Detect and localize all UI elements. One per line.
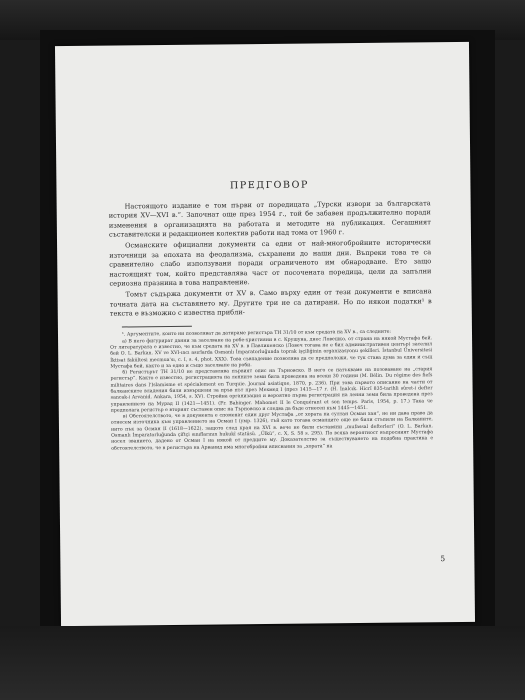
monitor-bezel-bottom <box>0 626 525 700</box>
footnote-1: ¹. Аргументите, които ни позволяват да датираме регистъра ТН 31/10 от към средата на XV в., са следните: <box>121 329 392 338</box>
footnote-1b: б) Регистърът ТН 31/10 не представлява първият опис на Търновско. В него се натъкваме на позоваване на „стария регистър“. Както е известно, регистрацията на ленните земи била проведена на всеки 30 години (M. Bélin. Du régime des fiefs militaires dans l'Islamisme et spécialement en Turquie. Journal asiatique, 1870, p. 236). При това първото описание на части от балканските владения били извършени за пръв път през Мехмед I (през 1415—17 г. (H. İnalcık. Hicrî 835-tarihli sûret-i defter sancak-i Arvanid. Ankara, 1954, s. XV). Стройна организация и вероятно първа регистрация на ленни земи била проведена през управлението на Мурад II (1421—1451). (Fr. Babinger. Mahomet II le Conquérant et son temps. Paris, 1954, p. 17.) Така че предполага регистър е вторият съставен опис на Търновско и следва да бъде отнесен към 1445—1451. <box>110 367 433 414</box>
paragraph-3: Томът съдържа документи от XV в. Само върху един от тези документи е вписана точната дата на съставянето му. Другите три не са датирани. Но по някои податки¹ в текста е възможно с известна прибли- <box>109 287 432 318</box>
footnote-1a: а) В него фигурират данни за заселване на робе-християни в с. Крушуна, днес Ловешко, от страна на някой Мустафа бей. От литературата е известно, че към средата на XV в. в Павликенско (Ловеч тогава не е бил административен център) заселил бей О. L. Barkan. XV ve XVI-ıncı asırlarda Osmanlı İmparatorluğunda toprak işçiliğinin organizasyonu şekilleri. İstanbul Üniversitesi İktisat fakültesi mecmua'sı, c. I, s. 4, phot. XXX). Това съвпадение позволява да се предположи, че тук става дума за един и същ Мустафа бей, както и за едно и също заселване на роби. <box>110 335 433 370</box>
page-title: ПРЕДГОВОР <box>229 179 309 192</box>
book-page <box>55 42 475 626</box>
page-number: 5 <box>440 554 446 564</box>
page-content <box>108 178 433 452</box>
footnote-divider <box>122 326 192 328</box>
paragraph-1: Настоящото издание е том първи от поредицата „Турски извори за българската история XV—XVI в.“. Започнат още през 1954 г., той бе забавен продължително поради изменения в организацията на работата и методите на публикация. Сегашният съставителски и редакционен колектив работи над тома от 1960 г. <box>108 199 431 239</box>
footnote-1c: в) Обстоятелството, че в документа е споменат един друг Мустафа „от хората на султан Осман хан“, не ни дава право да отнесем източника към управлението на Осман I (умр. 1326), тъй като тогава османците още не били стъпили на Балканите, нито пък за Осман II (1618—1622), защото след края на XVI в. вече не били съставяни „mufassal defterleri“ (O. L. Barkan. Osmanlı İmparatorluğunda çiftçi sınıflarının hukukî statüsü. „Ülkü“, c. X, S. 58 s. 295). По всяка вероятност въпросният Мустафа носел званието, дадено от Осман I на някой от предците му. Доказателство за съществуването на подобна практика е обстоятелството, че в регистъра на Арванид има многобройни вписвания за „хората“ на <box>110 411 434 452</box>
paragraph-2: Османските официални документи са едни от най-многобройните исторически източници за епохата на феодализма, съхранени до наши дни. Въпреки това те са сравнително слабо използувани поради ограниченото им обнародване. Ето защо настоящият том, който представлява част от посочената поредица, цели да запълни сериозна празнина в това направление. <box>109 238 432 288</box>
